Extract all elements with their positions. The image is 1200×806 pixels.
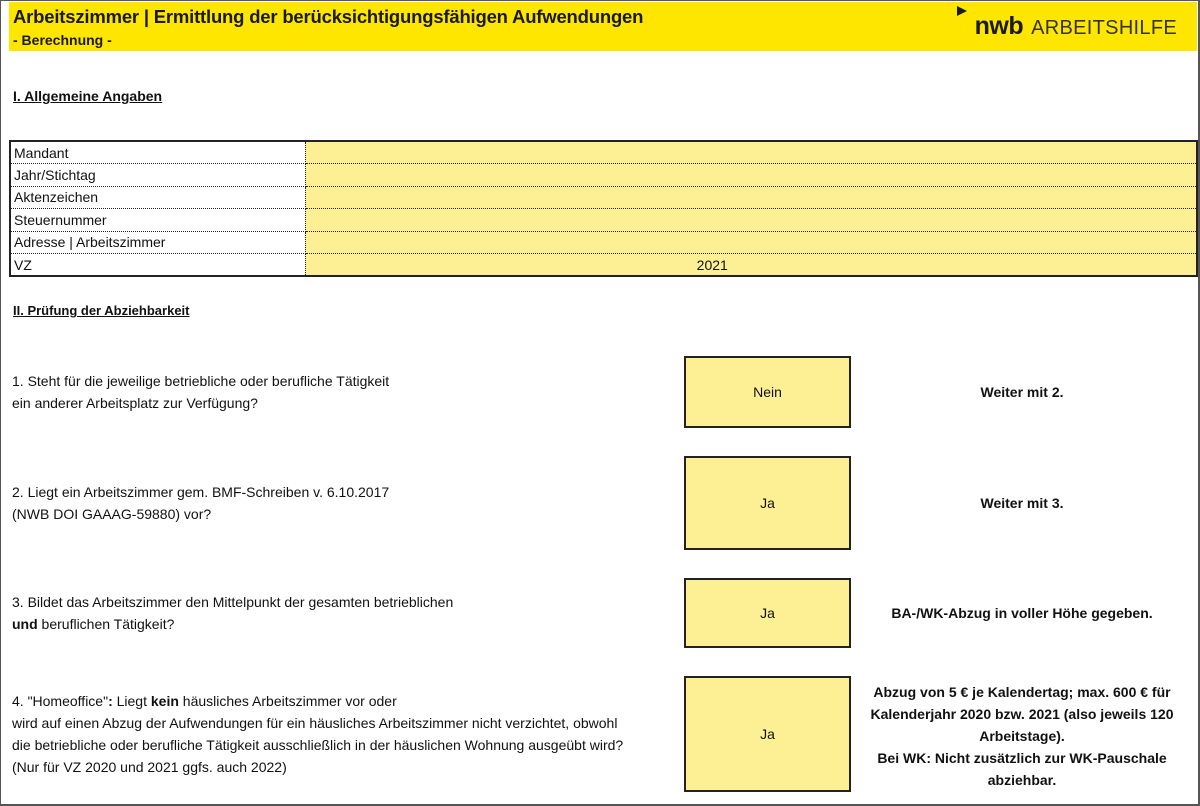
table-row <box>10 231 1197 254</box>
steuernummer-input[interactable] <box>305 209 1197 232</box>
homeoffice-label: 4. "Homeoffice" <box>12 693 109 709</box>
result-4 <box>862 681 1182 791</box>
row-label: Mandant <box>10 141 305 164</box>
table-row <box>10 164 1197 187</box>
table-row <box>10 186 1197 209</box>
row-label: Steuernummer <box>10 209 305 232</box>
header-banner <box>9 2 1197 51</box>
question-text <box>12 690 623 712</box>
row-label: Aktenzeichen <box>10 186 305 209</box>
adresse-input[interactable] <box>305 231 1197 254</box>
table-row <box>10 141 1197 164</box>
question-text: ein anderer Arbeitsplatz zur Verfügung? <box>12 395 258 411</box>
emphasis-und: und <box>12 616 38 632</box>
general-info-table <box>9 140 1198 277</box>
answer-4-select[interactable]: Ja <box>684 676 851 792</box>
question-text: (NWB DOI GAAAG-59880) vor? <box>12 506 212 522</box>
section-general-title: I. Allgemeine Angaben <box>13 88 163 104</box>
question-2 <box>12 481 389 525</box>
table-row <box>10 254 1197 277</box>
vz-input[interactable]: 2021 <box>305 254 1197 277</box>
question-text: 3. Bildet das Arbeitszimmer den Mittelpunkt der gesamten betrieblichen <box>12 594 454 610</box>
emphasis-kein: kein <box>150 693 179 709</box>
row-label: Adresse | Arbeitszimmer <box>10 231 305 254</box>
question-text: 1. Steht für die jeweilige betriebliche oder berufliche Tätigkeit <box>12 373 390 389</box>
page-subtitle: - Berechnung - <box>13 32 112 48</box>
result-line: abziehbar. <box>987 772 1057 788</box>
result-line: Abzug von 5 € je Kalendertag; max. 600 € für <box>873 684 1171 700</box>
mandant-input[interactable] <box>305 141 1197 164</box>
result-2: Weiter mit 3. <box>980 495 1064 511</box>
question-text: die betriebliche oder berufliche Tätigkeit ausschließlich in der häuslichen Wohnung ausgeübt wird? <box>12 737 624 753</box>
question-3 <box>12 591 453 635</box>
question-text: wird auf einen Abzug der Aufwendungen für ein häusliches Arbeitszimmer nicht verzichtet, obwohl <box>12 715 618 731</box>
colon: : <box>108 693 113 709</box>
result-line: Kalenderjahr 2020 bzw. 2021 (also jeweils 120 <box>870 706 1174 722</box>
play-arrow-icon <box>957 6 967 16</box>
jahr-stichtag-input[interactable] <box>305 164 1197 187</box>
logo-brand: nwb <box>974 12 1024 40</box>
question-text <box>12 613 453 635</box>
logo-product: ARBEITSHILFE <box>1031 17 1177 39</box>
question-4 <box>12 690 623 778</box>
row-label: VZ <box>10 254 305 277</box>
nwb-logo <box>975 12 1177 42</box>
answer-3-select[interactable]: Ja <box>684 578 851 648</box>
page-title: Arbeitszimmer | Ermittlung der berücksichtigungsfähigen Aufwendungen <box>13 6 644 27</box>
question-text-part: Liegt <box>112 693 151 709</box>
result-line: Bei WK: Nicht zusätzlich zur WK-Pauschale <box>877 750 1167 766</box>
result-line: Arbeitstage). <box>979 728 1065 744</box>
question-1 <box>12 370 389 414</box>
answer-2-select[interactable]: Ja <box>684 456 851 550</box>
section-deductibility-title: II. Prüfung der Abziehbarkeit <box>13 303 190 318</box>
question-text-part: häusliches Arbeitszimmer vor oder <box>178 693 397 709</box>
question-text: 2. Liegt ein Arbeitszimmer gem. BMF-Schreiben v. 6.10.2017 <box>12 484 390 500</box>
result-3: BA-/WK-Abzug in voller Höhe gegeben. <box>891 605 1153 621</box>
result-1: Weiter mit 2. <box>980 384 1064 400</box>
aktenzeichen-input[interactable] <box>305 186 1197 209</box>
row-label: Jahr/Stichtag <box>10 164 305 187</box>
table-row <box>10 209 1197 232</box>
answer-1-select[interactable]: Nein <box>684 356 851 428</box>
question-text: (Nur für VZ 2020 und 2021 ggfs. auch 2022) <box>12 759 287 775</box>
question-text-rest: beruflichen Tätigkeit? <box>37 616 175 632</box>
